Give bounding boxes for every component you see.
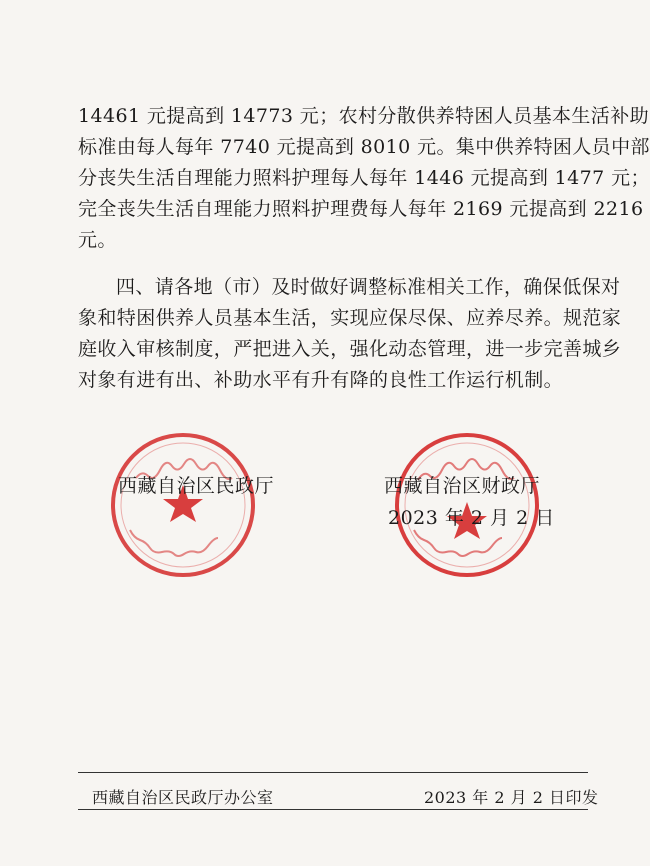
paragraph-section-four	[78, 272, 622, 396]
signature-date: 2023 年 2 月 2 日	[388, 507, 555, 529]
footer-issue-date: 2023 年 2 月 2 日印发	[424, 788, 599, 807]
civil-affairs-seal-icon	[108, 430, 258, 580]
text-line: 庭收入审核制度，严把进入关，强化动态管理，进一步完善城乡	[78, 338, 622, 360]
text-line: 元。	[78, 229, 117, 251]
text-line: 四、请各地（市）及时做好调整标准相关工作，确保低保对	[116, 276, 621, 298]
text-line: 对象有进有出、补助水平有升有降的良性工作运行机制。	[78, 369, 564, 391]
footer-top-rule	[78, 772, 588, 773]
footer-issuer: 西藏自治区民政厅办公室	[92, 788, 274, 807]
footer-bottom-rule	[78, 809, 588, 810]
finance-department-signature: 西藏自治区财政厅	[384, 475, 541, 497]
text-line: 完全丧失生活自理能力照料护理费每人每年 2169 元提高到 2216	[78, 198, 644, 220]
text-line: 14461 元提高到 14773 元；农村分散供养特困人员基本生活补助	[78, 105, 650, 127]
civil-affairs-department-signature: 西藏自治区民政厅	[118, 475, 275, 497]
text-line: 标准由每人每年 7740 元提高到 8010 元。集中供养特困人员中部	[78, 136, 650, 158]
text-line: 分丧失生活自理能力照料护理每人每年 1446 元提高到 1477 元；	[78, 167, 650, 189]
paragraph-standards	[78, 101, 650, 256]
text-line: 象和特困供养人员基本生活，实现应保尽保、应养尽养。规范家	[78, 307, 622, 329]
